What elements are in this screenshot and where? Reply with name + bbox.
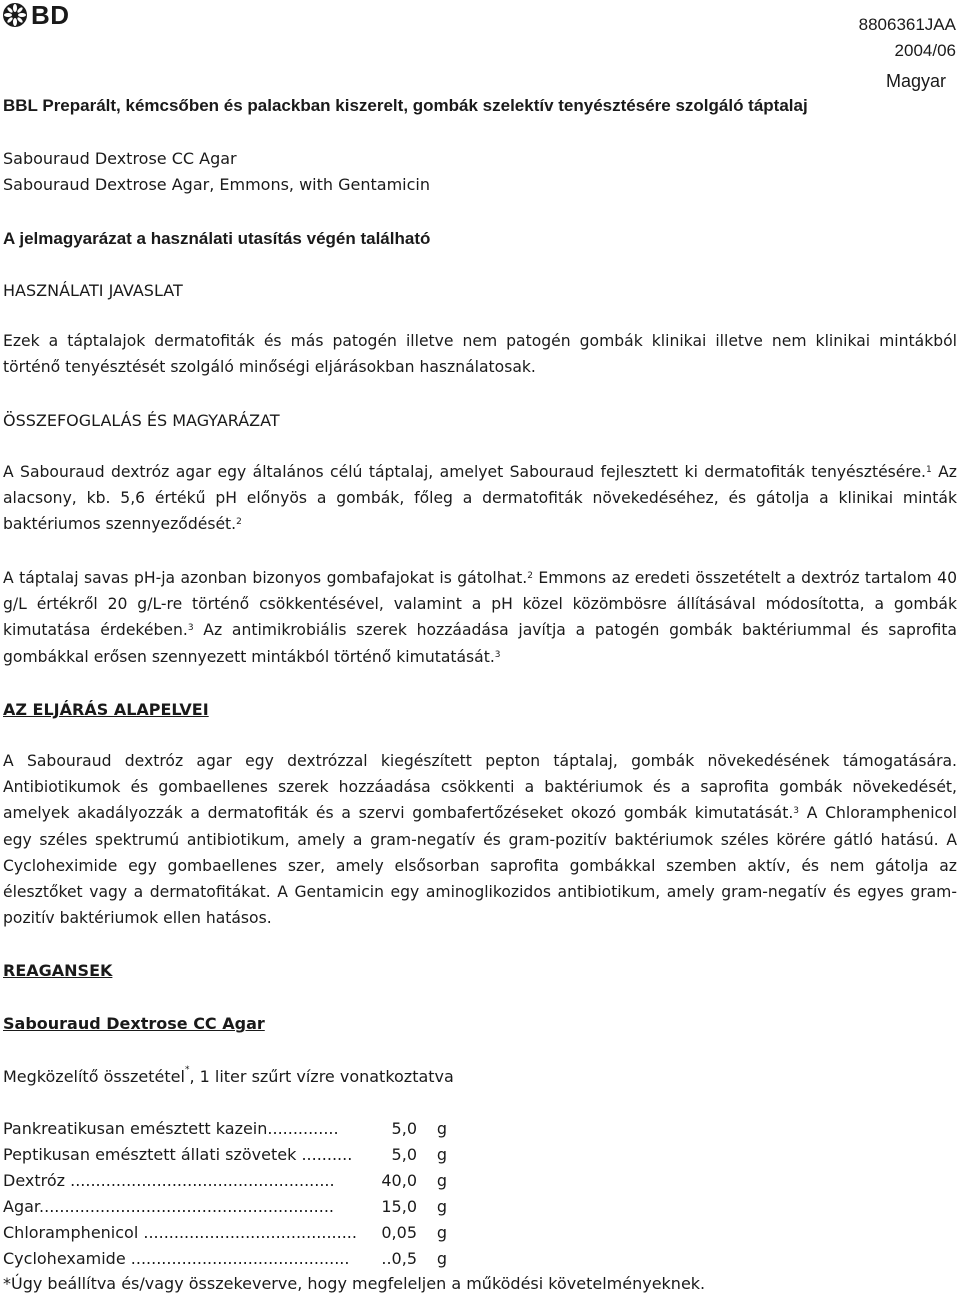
ingredient-label: Peptikusan emésztett állati szövetek ..........: [3, 1145, 353, 1164]
ingredient-unit: g: [436, 1197, 447, 1216]
ingredient-label: Agar..........................................................: [3, 1197, 334, 1216]
ingredient-unit: g: [436, 1249, 447, 1268]
language-label: Magyar: [885, 71, 946, 91]
usage-heading: HASZNÁLATI JAVASLAT: [3, 281, 183, 300]
usage-paragraph: Ezek a táptalajok dermatofiták és más patogén illetve nem patogén gombák klinikai illetve nem klinikai mintákból történő tenyésztését szolgáló minőségi eljárásokban használatosak.: [3, 332, 957, 377]
logo-text: BD: [31, 0, 70, 30]
ref-2: 2: [236, 517, 242, 528]
ingredient-amount: ..0,5: [381, 1249, 417, 1268]
ingredient-amount: 5,0: [391, 1119, 417, 1138]
ingredient-label: Cyclohexamide ...........................................: [3, 1249, 350, 1268]
summary-paragraph-1: [3, 459, 957, 538]
document-code-block: [859, 12, 956, 64]
ingredient-label: Dextróz ....................................................: [3, 1171, 335, 1190]
document-date: 2004/06: [894, 41, 956, 60]
ref-2b: 2: [527, 571, 533, 581]
ingredient-unit: g: [436, 1171, 447, 1190]
ref-3c: 3: [793, 806, 800, 817]
formula-row: [3, 1142, 447, 1168]
formula-intro-mark: *: [184, 1065, 190, 1075]
ingredient-unit: g: [436, 1223, 447, 1242]
formula-table: [3, 1116, 447, 1272]
formula-intro-text: Megközelítő összetétel: [3, 1067, 185, 1086]
summary-paragraph-2: [3, 565, 957, 670]
formula-footnote: *Úgy beállítva és/vagy összekeverve, hogy megfeleljen a működési követelményeknek.: [3, 1274, 706, 1293]
formula-row: [3, 1246, 447, 1272]
principle-heading: AZ ELJÁRÁS ALAPELVEI: [3, 700, 209, 719]
ref-3b: 3: [494, 649, 501, 660]
ingredient-unit: g: [436, 1145, 447, 1164]
principle-text-b: A Chloramphenicol egy széles spektrumú antibiotikum, amely a gram-negatív és gram-pozitív baktériumok széles körére gátló hatású. A Cycloheximide egy gombaellenes szer, amely elsősorban saprofita gombákkal szemben aktív, és nem gátolja az élesztőket vagy a dermatofitákat. A Gentamicin egy aminoglikozidos antibiotikum, amely gram-negatív és egyes gram-pozitív baktériumok ellen hatásos.: [3, 804, 957, 928]
document-code: 8806361JAA: [858, 15, 956, 34]
product-name-2: Sabouraud Dextrose Agar, Emmons, with Gentamicin: [3, 175, 430, 194]
ingredient-amount: 0,05: [381, 1223, 417, 1242]
summary-text-e: Az antimikrobiális szerek hozzáadása javítja a patogén gombák baktériummal és saprofita gombákkal erősen szennyezett mintákból történő kimutatását.: [3, 621, 957, 666]
principle-paragraph: [3, 748, 957, 931]
formula-row: [3, 1116, 447, 1142]
formula-intro: [3, 1067, 454, 1086]
bd-starburst-icon: [2, 2, 28, 28]
ingredient-amount: 5,0: [391, 1145, 417, 1164]
reagents-heading: REAGANSEK: [3, 961, 113, 980]
ingredient-unit: g: [436, 1119, 447, 1138]
legend-note: A jelmagyarázat a használati utasítás végén található: [3, 229, 431, 248]
ingredient-amount: 15,0: [381, 1197, 417, 1216]
summary-text-d: Emmons az eredeti összetételt a dextróz tartalom 40 g/L értékről 20 g/L-re történő csökkentésével, valamint a pH közel közömbösre állításával módosította, a gombák kimutatása érdekében.: [3, 569, 957, 640]
ingredient-label: Pankreatikusan emésztett kazein..............: [3, 1119, 339, 1138]
document-title: BBL Preparált, kémcsőben és palackban kiszerelt, gombák szelektív tenyésztésére szolgáló táptalaj: [3, 96, 808, 115]
summary-heading: ÖSSZEFOGLALÁS ÉS MAGYARÁZAT: [3, 411, 280, 430]
bd-logo: [2, 2, 70, 28]
formula-row: [3, 1220, 447, 1246]
product-name-1: Sabouraud Dextrose CC Agar: [3, 149, 237, 168]
summary-text-a: A Sabouraud dextróz agar egy általános célú táptalaj, amelyet Sabouraud fejlesztett ki dermatofiták tenyésztésére.: [3, 463, 927, 481]
reagents-subheading: Sabouraud Dextrose CC Agar: [3, 1014, 265, 1033]
ref-3: 3: [187, 623, 194, 634]
ref-1: 1: [926, 465, 932, 475]
ingredient-label: Chloramphenicol ..........................................: [3, 1223, 357, 1242]
formula-intro-rest: , 1 liter szűrt vízre vonatkoztatva: [189, 1067, 454, 1086]
principle-text-a: A Sabouraud dextróz agar egy dextrózzal kiegészített pepton táptalaj, gombák növekedésének támogatására. Antibiotikumok és gombaellenes szerek hozzáadása csökkenti a baktériumok és a saprofita gombák növekedését, amelyek akadályozzák a dermatofiták és a szervi gombafertőzéseket okozó gombák kimutatását.: [3, 752, 957, 823]
summary-text-c: A táptalaj savas pH-ja azonban bizonyos gombafajokat is gátolhat.: [3, 569, 528, 587]
summary-text-b: Az alacsony, kb. 5,6 értékű pH előnyös a gombák, főleg a dermatofiták növekedéséhez, és gátolja a klinikai minták baktériumos szennyeződését.: [3, 463, 957, 534]
formula-row: [3, 1168, 447, 1194]
ingredient-amount: 40,0: [381, 1171, 417, 1190]
formula-row: [3, 1194, 447, 1220]
